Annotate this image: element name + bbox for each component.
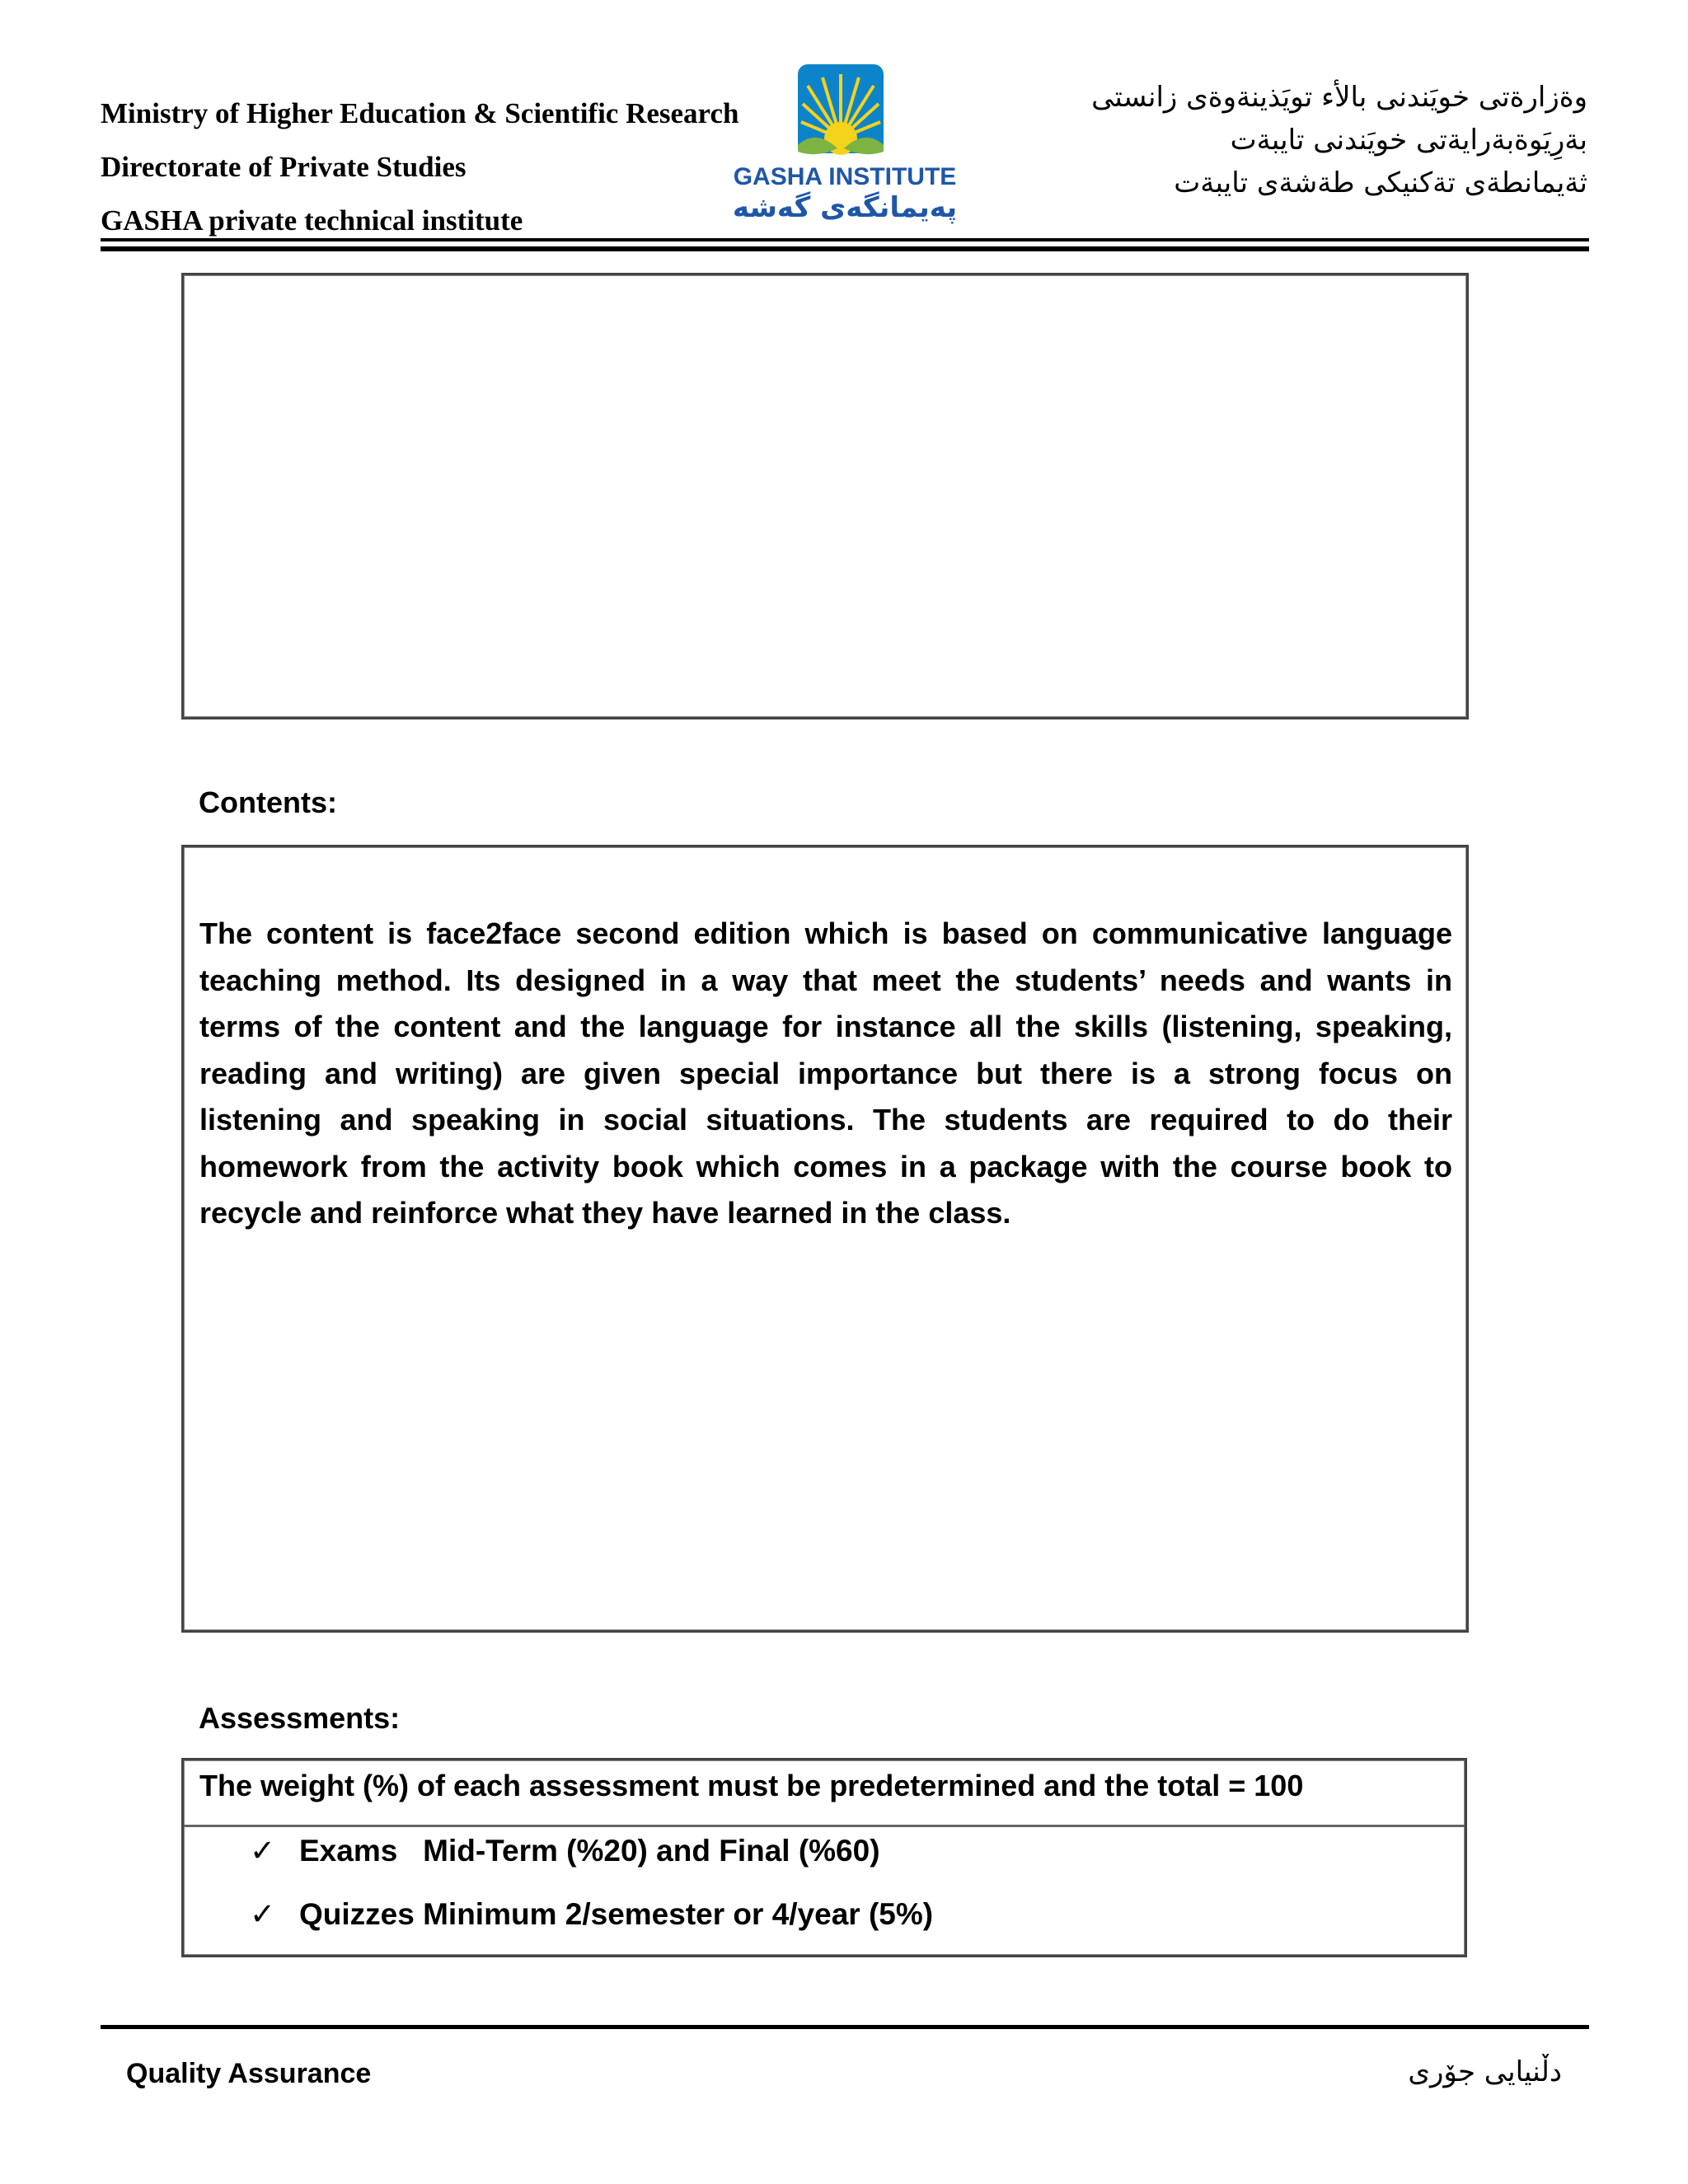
assessment-item-exams	[250, 1833, 880, 1868]
ministry-title: Ministry of Higher Education & Scientific Research	[101, 97, 739, 129]
logo-text-en: GASHA INSTITUTE	[733, 163, 957, 190]
assessments-label: Assessments:	[199, 1701, 401, 1735]
footer-right-label: دڵنیایی جۆری	[1408, 2055, 1562, 2088]
ku-institute-title: ثةيمانطةى تةكنيكى طةشةى تايبةت	[1174, 166, 1587, 199]
empty-box	[181, 273, 1469, 719]
checkmark-icon: ✓	[250, 1896, 276, 1932]
contents-label: Contents:	[199, 785, 337, 819]
assessments-heading: The weight (%) of each assessment must be predetermined and the total = 100	[199, 1769, 1304, 1802]
institute-title: GASHA private technical institute	[101, 204, 523, 237]
directorate-title: Directorate of Private Studies	[101, 151, 467, 183]
footer-left-label: Quality Assurance	[126, 2058, 372, 2089]
ku-directorate-title: بةرِيَوةبةرايةتى خويَندنى تايبةت	[1230, 124, 1587, 157]
header-rule-bottom	[101, 246, 1589, 251]
header-rule-top	[101, 238, 1589, 241]
assessment-item-text: Quizzes Minimum 2/semester or 4/year (5%)	[299, 1897, 934, 1931]
assessment-item-quizzes	[250, 1896, 933, 1932]
ku-ministry-title: وةزارةتى خويَندنى بالأء تويَذينةوةى زانستى	[1091, 81, 1587, 114]
contents-text: The content is face2face second edition which is based on communicative language teaching method. Its designed in a way that meet the students’ needs and wants in terms of the content and the language for instance all the skills (listening, speaking, reading and writing) are given special importance but there is a strong focus on listening and speaking in social situations. The students are required to do their homework from the activity book which comes in a package with the course book to recycle and reinforce what they have learned in the class.	[199, 916, 1452, 1230]
assessments-table	[181, 1758, 1467, 1957]
logo-text-ku: پەیمانگەی گەشە	[732, 191, 958, 224]
assessments-divider	[184, 1825, 1465, 1827]
footer-rule	[101, 2025, 1589, 2029]
assessment-item-text: Exams Mid-Term (%20) and Final (%60)	[299, 1834, 880, 1868]
checkmark-icon: ✓	[250, 1833, 276, 1868]
contents-box	[181, 845, 1469, 1633]
